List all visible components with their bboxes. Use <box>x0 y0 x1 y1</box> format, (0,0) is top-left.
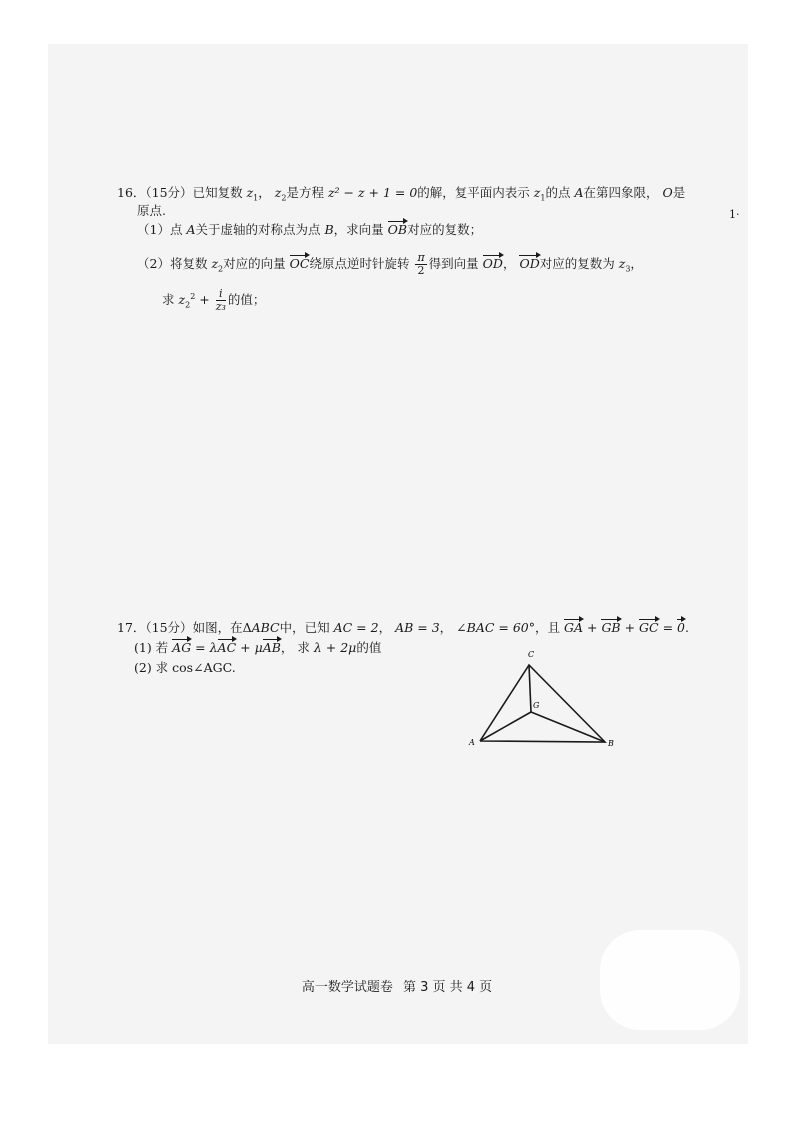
vector-zero: 0 <box>677 620 685 635</box>
vector-od: OD <box>482 256 503 271</box>
footer-title: 高一数学试题卷 <box>301 980 393 995</box>
vector-gc: GC <box>639 620 659 635</box>
q16-part1: （1）点 A关于虚轴的对称点为点 B，求向量 OB对应的复数； <box>137 222 483 237</box>
vector-ag: AG <box>172 640 192 655</box>
segment-ga <box>480 712 531 741</box>
label-b: B <box>608 739 614 748</box>
segment-gb <box>531 712 605 742</box>
margin-mark: 1· <box>729 208 740 221</box>
q17-line1: 17．（15分）如图，在ΔABC中，已知 AC = 2， AB = 3， ∠BAC = 60°，且 GA + GB + GC = 0. <box>117 620 689 635</box>
q16-number: 16．（15分） <box>117 185 193 200</box>
footer-page: 第 3 页 共 4 页 <box>402 980 493 995</box>
triangle-figure <box>462 645 622 750</box>
q16-equation: z² − z + 1 = 0 <box>327 185 418 200</box>
page-footer <box>0 976 794 995</box>
vector-oc: OC <box>289 256 310 271</box>
q16-part2-line2: 求 $z_2^2$ + $\frac{i}{\text{z₃}}$ 的值； <box>162 287 266 313</box>
vector-gb: GB <box>601 620 621 635</box>
label-c: C <box>528 650 535 659</box>
q16-line1: 16．（15分）已知复数 $z_1$， $z_2$是方程 z² − z + 1 = 0的解，复平面内表示 $z_1$的点 A在第四象限， O是 <box>117 185 686 203</box>
vector-ob: OB <box>387 222 408 237</box>
vector-ac: AC <box>217 640 237 655</box>
label-a: A <box>469 738 475 747</box>
q17-number: 17．（15分） <box>117 620 193 635</box>
vector-ga: GA <box>564 620 584 635</box>
label-g: G <box>533 701 540 710</box>
q16-part2: （2）将复数 $z_2$对应的向量 OC绕原点逆时针旋转 $\frac{\pi}{2}$ 得到向量 OD， OD对应的复数为 $z_3$， <box>137 251 643 277</box>
fraction-pi-over-2: $\frac{\pi}{2}$ <box>417 251 425 277</box>
segment-gc <box>529 665 531 712</box>
q17-part2: (2) 求 cos∠AGC. <box>134 660 236 675</box>
q17-part1: (1) 若 AG = λAC + μAB， 求 λ + 2μ的值 <box>134 640 382 655</box>
vector-ab: AB <box>262 640 281 655</box>
vector-od-2: OD <box>519 256 540 271</box>
fraction-i-over-z3: $\frac{i}{\text{z₃}}$ <box>215 287 226 313</box>
q16-line2: 原点. <box>137 203 166 218</box>
